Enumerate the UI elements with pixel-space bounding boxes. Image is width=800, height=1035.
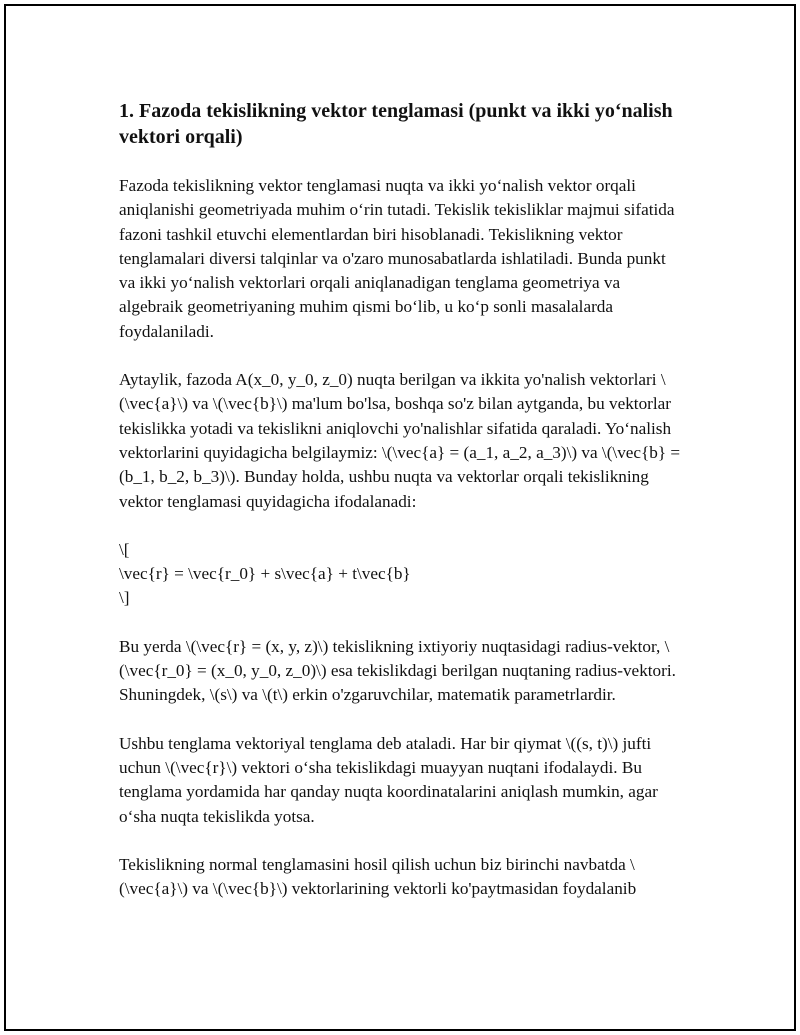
document-body [119,98,684,925]
paragraph-normal: Tekislikning normal tenglamasini hosil qilish uchun biz birinchi navbatda \(\vec{a}\) va \(\vec{b}\) vektorlarining vektorli ko'paytmasidan foydalanib [119,854,637,899]
section-heading: 1. Fazoda tekislikning vektor tenglamasi (punkt va ikki yo‘nalish vektori orqali) [119,100,673,148]
page-frame [4,4,796,1031]
paragraph-definitions: Bu yerda \(\vec{r} = (x, y, z)\) tekislikning ixtiyoriy nuqtasidagi radius-vektor, \(\vec{r_0} = (x_0, y_0, z_0)\) esa tekislikdagi berilgan nuqtaning radius-vektori. Shuningdek, \(s\) va \(t\) erkin o'zgaruvchilar, matematik parametrlardir. [119,636,676,705]
equation-block: \[ \vec{r} = \vec{r_0} + s\vec{a} + t\vec{b} \] [119,539,411,608]
paragraph-explanation: Ushbu tenglama vektoriyal tenglama deb ataladi. Har bir qiymat \((s, t)\) jufti uchun \(\vec{r}\) vektori o‘sha tekislikdagi muayyan nuqtani ifodalaydi. Bu tenglama yordamida har qanday nuqta koordinatalarini aniqlash mumkin, agar o‘sha nuqta tekislikda yotsa. [119,733,658,826]
paragraph-intro: Fazoda tekislikning vektor tenglamasi nuqta va ikki yo‘nalish vektor orqali aniqlanishi geometriyada muhim o‘rin tutadi. Tekislik tekisliklar majmui sifatida fazoni tashkil etuvchi elementlardan biri hisoblanadi. Tekislikning vektor tenglamalari diversi talqinlar va o'zaro munosabatlarda ishlatiladi. Bunda punkt va ikki yo‘nalish vektorlari orqali aniqlanadigan tenglama geometriya va algebraik geometriyaning muhim qismi bo‘lib, u ko‘p sonli masalalarda foydalaniladi. [119,176,675,341]
paragraph-setup: Aytaylik, fazoda A(x_0, y_0, z_0) nuqta berilgan va ikkita yo'nalish vektorlari \(\vec{a}\) va \(\vec{b}\) ma'lum bo'lsa, boshqa so'z bilan aytganda, bu vektorlar tekislikka yotadi va tekislikni aniqlovchi yo'nalishlar sifatida qaraladi. Yo‘nalish vektorlarini quyidagicha belgilaymiz: \(\vec{a} = (a_1, a_2, a_3)\) va \(\vec{b} = (b_1, b_2, b_3)\). Bunday holda, ushbu nuqta va vektorlar orqali tekislikning vektor tenglamasi quyidagicha ifodalanadi: [119,370,681,511]
